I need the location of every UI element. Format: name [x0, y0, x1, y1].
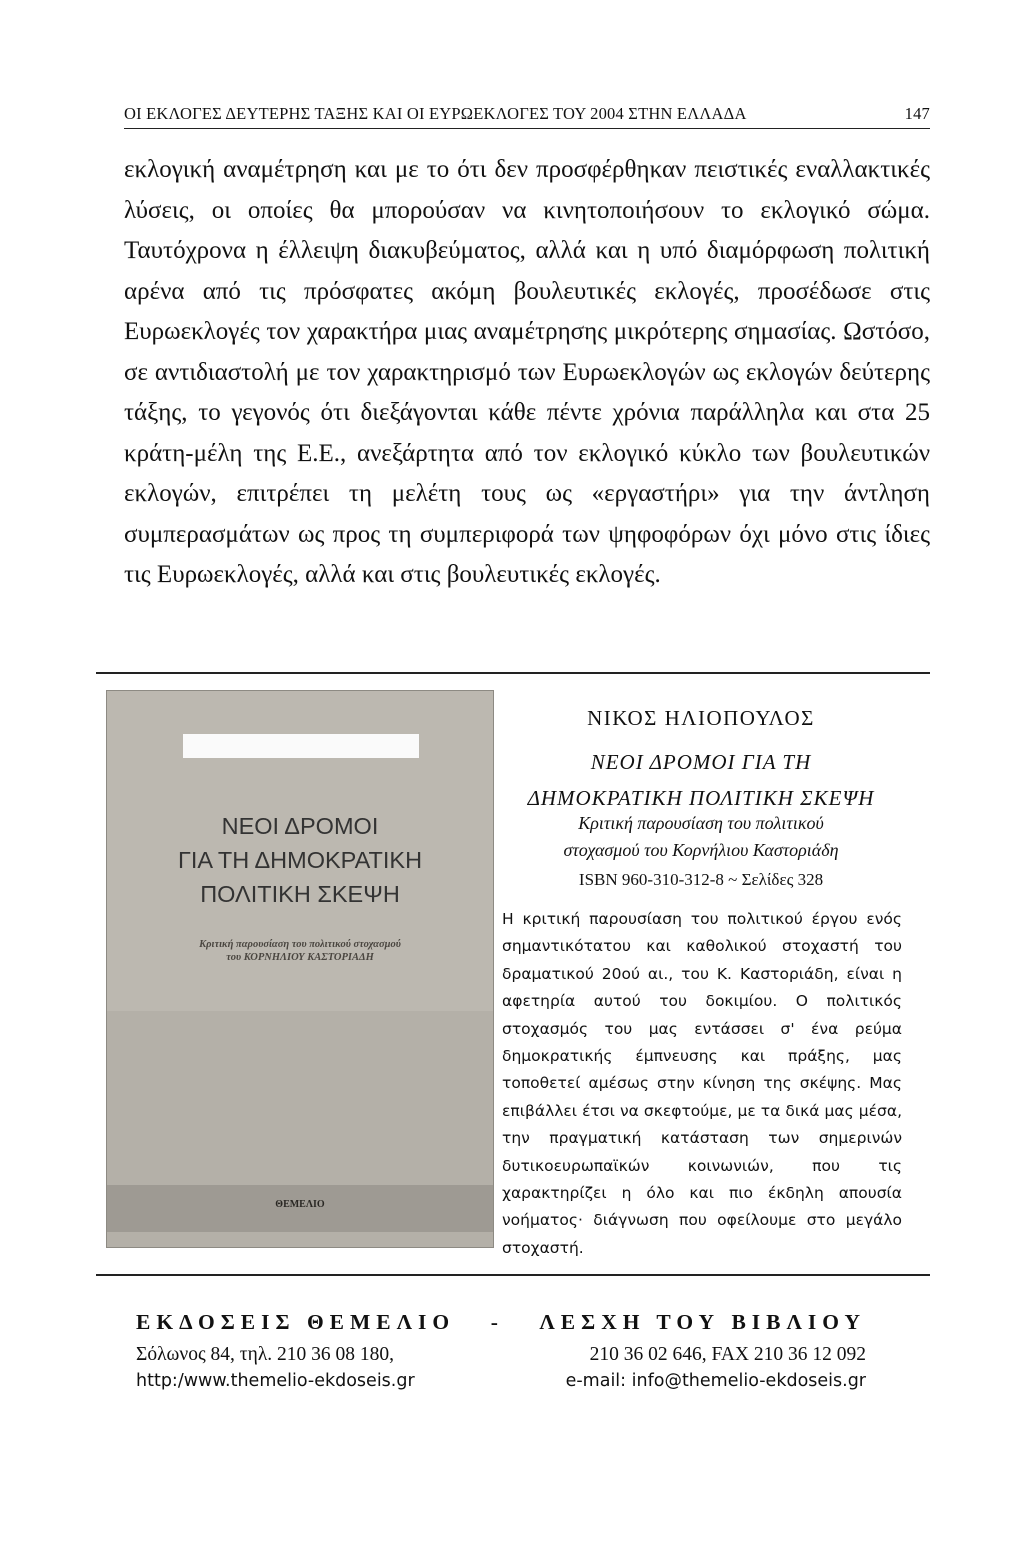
- book-isbn: ISBN 960-310-312-8 ~ Σελίδες 328: [578, 870, 824, 889]
- publisher-separator: -: [490, 1310, 504, 1334]
- page-number: 147: [904, 104, 930, 123]
- running-header: [124, 104, 930, 129]
- publisher-line: [136, 1310, 866, 1335]
- cover-white-bar: [183, 734, 419, 758]
- address-line: [136, 1344, 866, 1366]
- cover-title: ΝΕΟΙ ΔΡΟΜΟΙ ΓΙΑ ΤΗ ΔΗΜΟΚΡΑΤΙΚΗ ΠΟΛΙΤΙΚΗ ΣΚΕΨΗ: [177, 813, 423, 907]
- book-subtitle: Κριτική παρουσίαση του πολιτικού στοχασμού του Κορνήλιου Καστοριάδη: [563, 813, 839, 860]
- book-blurb: Η κριτική παρουσίαση του πολιτικού έργου ενός σημαντικότατου και καθολικού στοχαστή του δραματικού 20ού αι., του Κ. Καστοριάδη, είναι η αφετηρία αυτού του δοκιμίου. Ο πολιτικός στοχασμός του μας εντάσσει σ' ένα ρεύμα δημοκρατικής έμπνευσης και πράξης, μας τοποθετεί αμέσως στην κίνηση της σκέψης. Μας επιβάλλει έτσι να σκεφτούμε, με τα δικά μας μέσα, την πραγματική κατάσταση των σημερινών δυτικοευρωπαϊκών κοινωνιών, που τις χαρακτηρίζει η όλο και πιο έκδηλη απουσία νοήματος· διάγνωση που οφείλουμε στο μεγάλο στοχαστή.: [502, 910, 902, 1257]
- cover-subtitle: Κριτική παρουσίαση του πολιτικού στοχασμού του ΚΟΡΝΗΛΙΟΥ ΚΑΣΤΟΡΙΑΔΗ: [199, 939, 401, 963]
- publisher-name: ΕΚΔΟΣΕΙΣ ΘΕΜΕΛΙΟ: [136, 1310, 456, 1334]
- contact-line: [136, 1371, 866, 1391]
- cover-publisher: ΘΕΜΕΛΙΟ: [275, 1199, 325, 1210]
- publisher-footer: [136, 1310, 866, 1391]
- book-cover-image: [106, 690, 494, 1248]
- website-link[interactable]: http:/www.themelio-ekdoseis.gr: [136, 1371, 415, 1391]
- address: Σόλωνος 84, τηλ. 210 36 08 180,: [136, 1344, 395, 1365]
- running-title: ΟΙ ΕΚΛΟΓΕΣ ΔΕΥΤΕΡΗΣ ΤΑΞΗΣ ΚΑΙ ΟΙ ΕΥΡΩΕΚΛΟΓΕΣ ΤΟΥ 2004 ΣΤΗΝ ΕΛΛΑΔΑ: [124, 104, 747, 123]
- email-link[interactable]: e-mail: info@themelio-ekdoseis.gr: [565, 1371, 866, 1391]
- book-club-name: ΛΕΣΧΗ ΤΟΥ ΒΙΒΛΙΟΥ: [539, 1310, 866, 1334]
- book-title: ΝΕΟΙ ΔΡΟΜΟΙ ΓΙΑ ΤΗ ΔΗΜΟΚΡΑΤΙΚΗ ΠΟΛΙΤΙΚΗ ΣΚΕΨΗ: [527, 750, 875, 810]
- phone-fax: 210 36 02 646, FAX 210 36 12 092: [589, 1344, 866, 1365]
- body-paragraph: εκλογική αναμέτρηση και με το ότι δεν προσφέρθηκαν πειστικές εναλλακτικές λύσεις, οι οποίες θα μπορούσαν να κινητοποιήσουν το εκλογικό σώμα. Ταυτόχρονα η έλλειψη διακυβεύματος, αλλά και η υπό διαμόρφωση πολιτική αρένα από τις πρόσφατες ακόμη βουλευτικές εκλογές, προσέδωσε στις Ευρωεκλογές τον χαρακτήρα μιας αναμέτρησης μικρότερης σημασίας. Ωστόσο, σε αντιδιαστολή με τον χαρακτηρισμό των Ευρωεκλογών ως εκλογών δεύτερης τάξης, το γεγονός ότι διεξάγονται κάθε πέντε χρόνια παράλληλα και στα 25 κράτη-μέλη της Ε.Ε., ανεξάρτητα από τον εκλογικό κύκλο των βουλευτικών εκλογών, επιτρέπει τη μελέτη τους ως «εργαστήρι» για την άντληση συμπερασμάτων ως προς τη συμπεριφορά των ψηφοφόρων όχι μόνο στις ίδιες τις Ευρωεκλογές, αλλά και στις βουλευτικές εκλογές.: [124, 156, 930, 588]
- book-advertisement: [96, 672, 930, 1276]
- book-author: ΝΙΚΟΣ ΗΛΙΟΠΟΥΛΟΣ: [587, 706, 815, 730]
